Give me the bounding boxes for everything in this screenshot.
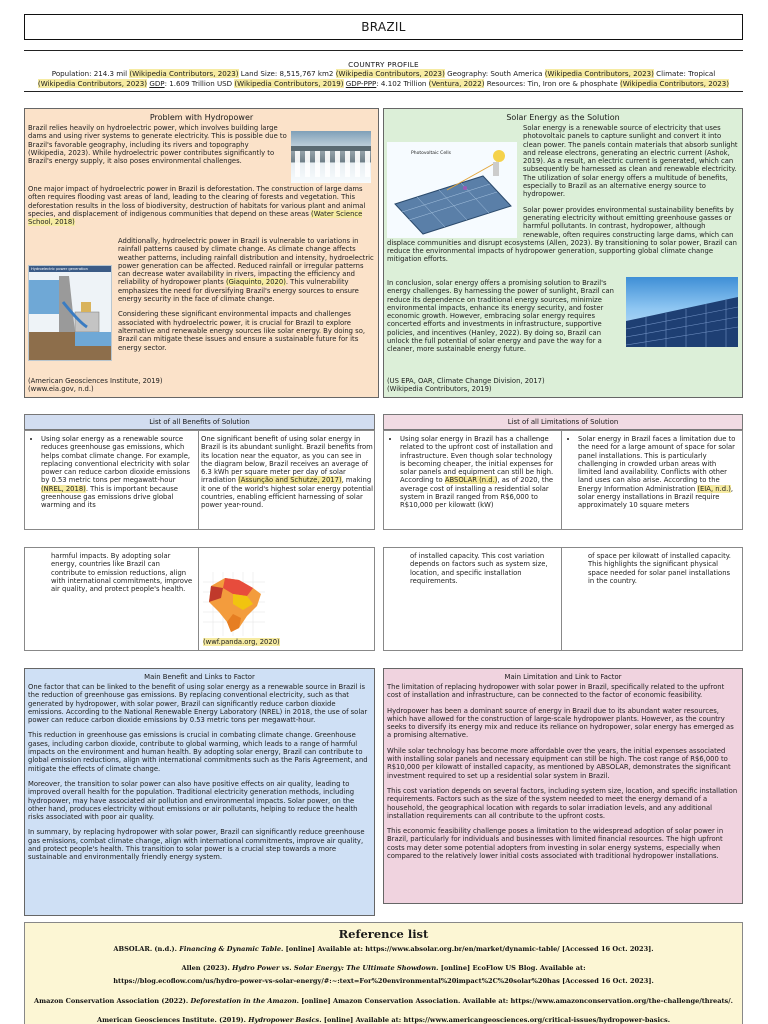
text-run: Resources: Tin, Iron ore & phosphate <box>484 78 620 88</box>
citation: (NREL, 2018) <box>41 484 86 493</box>
text-run: Solar power provides environmental sustainability benefits by generating electricity without emitting greenhouse gasses or harmful pollutants. In contrast, hydropower, although renewable, often requires constructing large dams, which can displace communities and disrupt ecosystems (Allen, 2023). By transitioning to solar power, Brazil can reduce the environmental impacts of hydropower generation, supporting global climate change mitigation efforts. <box>387 205 737 264</box>
text-run: One significant benefit of using solar energy in Brazil is its abundant sunlight. Brazil benefits from its location near the equator, as you can see in the diagram below, Brazil receives an average of 6.3 kWh per square meter per day of solar irradiation <box>201 435 373 485</box>
citation: (Giaquinto, 2020) <box>225 278 286 287</box>
text-run: Solar energy in Brazil faces a limitation due to the need for a large amount of space for solar panel installations. This is particularly challenging in crowded urban areas with limited land availability. Conflicts with other land uses can also arise. According to the Energy Information Administration <box>578 435 736 493</box>
limitations-col-2-cont <box>562 548 742 585</box>
reference-list <box>24 922 743 1024</box>
text-run: Moreover, the transition to solar power can also have positive effects on air quality, leading to improved overall health for the population. Traditional electricity generation methods, including hydropower, may have associated air pollution and environmental impacts. Solar power, on the other hand, produces electricity without emissions or air pollutants, helping to reduce the health risks associated with poor air quality. <box>28 779 358 822</box>
citation: (Water Science School, 2018) <box>28 209 363 227</box>
text-run: Deforestation in the Amazon <box>190 996 297 1005</box>
benefits-col-2 <box>201 435 373 510</box>
main-benefit-p2 <box>28 731 371 772</box>
hydropower-diagram-icon <box>29 272 111 360</box>
text-run: Using solar energy in Brazil has a challenge related to the upfront cost of installation and infrastructure. Even though solar technology is becoming cheaper, the initial expenses for solar panels and equipment can still be high. According to <box>400 435 554 485</box>
main-limitation-title: Main Limitation and Link to Factor <box>504 673 622 681</box>
divider <box>24 50 743 51</box>
text-run: While solar technology has become more affordable over the years, the initial expenses associated with installing solar panels and necessary equipment can still be high. The cost range of R$6,000 to R$10,000 per kilowatt of installed capacity, as mentioned by ABSOLAR, demonstrates the significant investment required to set up a residential solar system in Brazil. <box>387 746 731 780</box>
main-limitation-p5 <box>387 827 739 860</box>
main-limitation-panel <box>383 668 743 904</box>
benefits-table <box>24 430 375 530</box>
citation: (Assunção and Schutze, 2017) <box>238 476 342 485</box>
citation: (Ventura, 2022) <box>428 78 485 88</box>
problem-text-deforestation <box>28 185 376 226</box>
main-benefit-p3 <box>28 780 371 821</box>
problem-text-climate <box>28 237 376 361</box>
solar-panel <box>383 108 743 398</box>
text-run: Climate: Tropical <box>653 69 716 79</box>
reference-list-title: Reference list <box>338 927 429 941</box>
pv-cell-diagram <box>387 142 517 238</box>
text-run: Hydropower has been a dominant source of energy in Brazil due to its abundant water resources, which have allowed for the construction of large-scale hydropower plants. However, as the country seeks to diversify its energy mix and reduce its reliance on hydropower, solar energy has emerged as a promising alternative. <box>387 706 734 740</box>
citation: ABSOLAR (n.d.) <box>444 476 498 485</box>
limitation-space-item <box>578 435 740 510</box>
solar-source-2: (Wikipedia Contributors, 2019) <box>387 385 492 394</box>
text-run: . This vulnerability emphasizes the need for diversifying Brazil's energy sources to ensure energy security in the face of climate change. <box>118 278 359 304</box>
profile-line-1 <box>24 69 743 78</box>
brazil-irradiation-map <box>203 572 265 636</box>
text-run: : 4.102 Trillion <box>376 78 429 88</box>
limitations-header: List of all Limitations of Solution <box>383 414 743 430</box>
country-profile-title: COUNTRY PROFILE <box>348 60 419 69</box>
main-limitation-p1 <box>387 683 739 700</box>
solar-source-1: (US EPA, OAR, Climate Change Division, 2017) <box>387 377 545 385</box>
problem-text-intro <box>28 124 288 165</box>
text-run: The limitation of replacing hydropower with solar power in Brazil, specifically related to the upfront cost of installation and infrastructure, can be connected to the factor of economic feasibility. <box>387 683 725 700</box>
brazil-map-icon <box>203 572 265 636</box>
text-run: Solar energy is a renewable source of electricity that uses photovoltaic panels to capture sunlight and convert it into clean power. The panels contain materials that absorb sunlight and release electrons, generating an electric current (Ashok, 2019). As a result, an electric current is generated, which can subsequently be harnessed as clean and renewable electricity. The utilization of solar energy offers a multitude of benefits, especially to Brazil as an alternative energy source to hydropower. <box>523 124 738 199</box>
limitations-col-1-cont <box>384 548 562 651</box>
main-limitation-p4 <box>387 787 739 820</box>
photovoltaic-panel-icon <box>387 142 517 238</box>
text-run: Brazil relies heavily on hydroelectric power, which involves building large dams and using river systems to generate electricity. This is possible due to Brazil's favorable geography, including its rivers and topography (Wikipedia, 2023). While hydroelectric power contributes significantly to Brazil's energy supply, it also poses environmental challenges. <box>28 124 287 166</box>
benefit-emissions-item <box>41 435 194 510</box>
text-run: , making it one of the world's highest solar energy potential countries, enabling efficient harnessing of solar power year-round. <box>201 476 373 510</box>
limitation-cost-item <box>400 435 557 510</box>
country-profile <box>24 60 743 88</box>
benefits-continued <box>24 547 375 651</box>
text-run: GDP <box>149 78 165 88</box>
main-limitation-p2 <box>387 707 739 740</box>
text-run: , as of 2020, the average cost of installing a residential solar system in Brazil ranged from R$6,000 to R$10,000 per kilowatt (kW) <box>400 476 554 510</box>
text-run: https://blog.ecoflow.com/us/hydro-power-vs-solar-energy/#:~:text=For%20environmental%20impact%2C%20solar%20has [Accessed 16 Oct. 2023]. <box>113 977 654 985</box>
profile-line-2 <box>24 79 743 88</box>
text-run: Hydro Power vs. Solar Energy: The Ultimate Showdown <box>232 963 437 972</box>
problem-source-1: (American Geosciences Institute, 2019) <box>28 377 163 385</box>
text-run: Hydropower Basics <box>248 1016 320 1024</box>
text-run: , solar energy installations in Brazil require approximately 10 square meters <box>578 484 734 510</box>
citation: (Wikipedia Contributors, 2023) <box>619 78 730 88</box>
text-run: This economic feasibility challenge poses a limitation to the widespread adoption of solar power in Brazil, particularly for individuals and businesses with limited financial resources. The high upfront costs may deter some potential adopters from investing in solar energy systems, especially when compared to the relatively lower initial costs associated with traditional hydropower installations. <box>387 827 724 861</box>
main-limitation-p3 <box>387 747 739 780</box>
main-benefit-title: Main Benefit and Links to Factor <box>144 673 255 681</box>
text-run: This cost variation depends on several factors, including system size, location, and specific installation requirements. Factors such as the size of the system needed to meet the energy demand of a household, the geographical location with regards to solar irradiation levels, and any additional installation requirements can all contribute to the upfront costs. <box>387 786 738 820</box>
dam-photo <box>291 131 371 183</box>
citation: (Wikipedia Contributors, 2023) <box>335 69 445 79</box>
hydro-diagram-label: Hydroelectric power generation <box>29 266 111 272</box>
text-run: ABSOLAR. (n.d.). <box>113 945 180 953</box>
limitations-col-2 <box>562 431 742 510</box>
text-run: This reduction in greenhouse gas emissions is crucial in combating climate change. Greenhouse gases, including carbon dioxide, contribute to global warming, which leads to a range of harmful impacts on the environment and human health. By adopting solar energy, Brazil can contribute to global emission reductions, align with international commitments such as the Paris Agreement, and mitigate the effects of climate change. <box>28 731 368 773</box>
limitations-table <box>383 430 743 530</box>
benefits-header: List of all Benefits of Solution <box>24 414 375 430</box>
reference-item <box>25 964 742 973</box>
solar-title: Solar Energy as the Solution <box>506 113 620 122</box>
text-run: . [online] Amazon Conservation Association. Available at: https://www.amazonconservation.org/the-challenge/threats/. <box>296 996 733 1005</box>
text-run: American Geosciences Institute. (2019). <box>96 1016 249 1024</box>
citation: (Wikipedia Contributors, 2023) <box>129 69 239 79</box>
text-run: . [online] Available at: https://www.americangeosciences.org/critical-issues/hydropower-basics. <box>319 1016 671 1024</box>
main-benefit-text <box>25 682 374 870</box>
problem-title: Problem with Hydropower <box>149 113 254 122</box>
problem-panel <box>24 108 379 398</box>
citation: (Wikipedia Contributors, 2019) <box>234 78 344 88</box>
divider <box>24 91 743 92</box>
reference-item <box>25 945 742 954</box>
solar-farm-icon <box>626 277 738 347</box>
text-run: Additionally, hydroelectric power in Brazil is vulnerable to variations in rainfall patterns caused by climate change. As climate change affects weather patterns, including rainfall distribution and intensity, hydroelectric power generation can be affected. Reduced rainfall or irregular patterns can decrease water availability in rivers, impacting the efficiency and reliability of hydropower plants <box>118 237 374 287</box>
text-run: . [online] Available at: https://www.absolar.org.br/en/market/dynamic-table/ [Accessed 16 Oct. 2023]. <box>281 945 654 953</box>
benefits-col-1-cont <box>25 548 199 651</box>
page-title: BRAZIL <box>24 14 743 40</box>
solar-text-body <box>387 124 739 271</box>
citation: (wwf.panda.org, 2020) <box>203 638 280 646</box>
main-benefit-p1 <box>28 683 371 724</box>
solar-conclusion <box>387 279 621 354</box>
reference-item <box>25 997 742 1006</box>
main-limitation-text <box>384 682 742 868</box>
text-run: Population: 214.3 mil <box>51 69 130 79</box>
text-run: One factor that can be linked to the benefit of using solar energy as a renewable source in Brazil is the reduction of greenhouse gas emissions. By replacing conventional electricity, such as that generated by hydropower, with solar power, Brazil can significantly reduce carbon dioxide emissions. According to the National Renewable Energy Laboratory (NREL) in 2018, the use of solar power can reduce carbon dioxide emissions by 0.53 metric tons per megawatt-hour. <box>28 683 368 725</box>
text-run: of space per kilowatt of installed capacity. This highlights the significant physical space needed for solar panel installations in the country. <box>588 552 731 585</box>
solar-farm-photo <box>626 277 738 347</box>
limitations-col-1 <box>384 431 562 530</box>
citation: (Wikipedia Contributors, 2023) <box>37 78 148 88</box>
text-run: GDP-PPP <box>345 78 377 88</box>
dam-spillway-icon <box>291 131 371 183</box>
text-run: . [online] EcoFlow US Blog. Available at: <box>436 963 586 972</box>
main-benefit-panel <box>24 668 375 916</box>
text-run: of installed capacity. This cost variation depends on factors such as system size, location, and specific installation requirements. <box>410 552 548 585</box>
benefits-col-1 <box>25 431 199 530</box>
text-run: . This is important because greenhouse gas emissions drive global warming and its <box>41 484 178 510</box>
solar-sources <box>387 377 739 394</box>
text-run: Using solar energy as a renewable source reduces greenhouse gas emissions, which helps combat climate change. For example, replacing conventional electricity with solar power can reduce carbon dioxide emissions by 0.53 metric tons per megawatt-hour <box>41 435 191 485</box>
text-run: Geography: South America <box>444 69 545 79</box>
text-run: In conclusion, solar energy offers a promising solution to Brazil's energy challenges. By harnessing the power of sunlight, Brazil can reduce its dependence on traditional energy sources, minimize environmental impacts, enhance its energy security, and foster economic growth. However, embracing solar energy requires concerted efforts and investments in infrastructure, supportive policies, and incentives (Hanley, 2022). By doing so, Brazil can unlock the full potential of solar energy and pave the way for a cleaner, more sustainable energy future. <box>387 279 614 354</box>
text-run: Land Size: 8,515,767 km2 <box>238 69 336 79</box>
text-run: In summary, by replacing hydropower with solar power, Brazil can significantly reduce greenhouse gas emissions, combat climate change, align with international commitments, improve air quality, and protect people's health. This transition to solar power is a crucial step towards a more sustainable and environmentally friendly energy system. <box>28 828 365 862</box>
hydro-diagram <box>28 265 112 361</box>
main-benefit-p4 <box>28 828 371 861</box>
pv-cell-diagram-label: Photovoltaic Cells <box>411 151 451 156</box>
problem-source-2: (www.eia.gov, n.d.) <box>28 385 94 394</box>
reference-item <box>25 1016 742 1024</box>
citation: (EIA, n.d.) <box>697 484 731 493</box>
problem-sources <box>28 377 376 394</box>
text-run: One major impact of hydroelectric power in Brazil is deforestation. The construction of large dams often requires flooding vast areas of land, leading to the clearing of forests and vegetation. This deforestation results in the loss of biodiversity, destruction of habitats for various plant and animal species, and displacement of indigenous communities that depend on these areas <box>28 185 366 218</box>
text-run: Considering these significant environmental impacts and challenges associated with hydroelectric power, it is crucial for Brazil to explore alternative and renewable energy sources like solar energy. By doing so, Brazil can mitigate these issues and ensure a sustainable future for its energy sector. <box>118 310 366 352</box>
citation: (Wikipedia Contributors, 2023) <box>544 69 654 79</box>
map-source <box>203 638 373 646</box>
text-run: Financing & Dynamic Table <box>179 945 282 953</box>
limitations-continued <box>383 547 743 651</box>
reference-item <box>25 977 742 986</box>
text-run: Amazon Conservation Association (2022). <box>34 996 191 1005</box>
text-run: : 1.609 Trillion USD <box>164 78 235 88</box>
text-run: Allen (2023). <box>181 963 233 972</box>
text-run: harmful impacts. By adopting solar energy, countries like Brazil can contribute to emission reductions, align with international commitments, improve air quality, and protect people's health. <box>51 552 193 594</box>
